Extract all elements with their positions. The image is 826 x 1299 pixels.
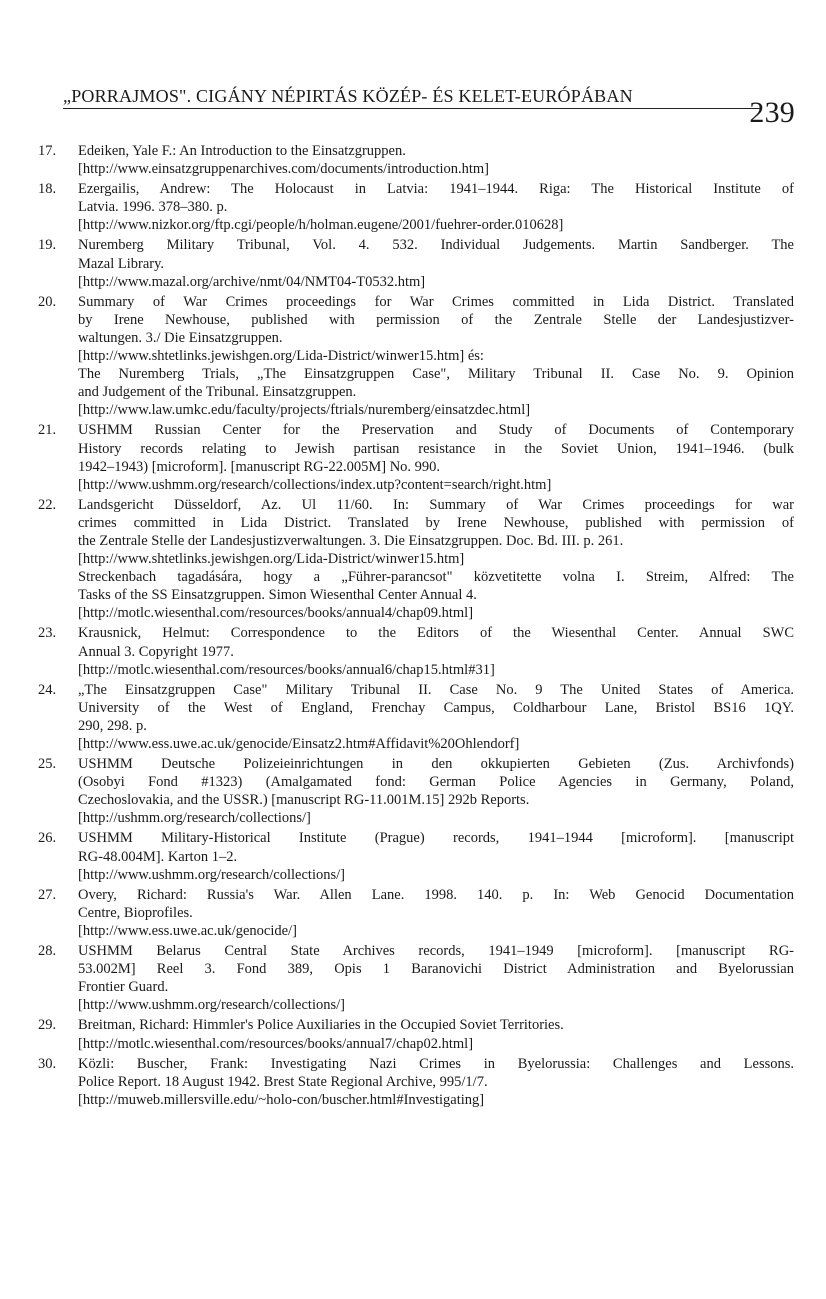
- endnote-line: Summary of War Crimes proceedings for War Crimes committed in Lida District. Translated: [78, 293, 794, 310]
- endnote-url: [http://www.law.umkc.edu/faculty/projects/ftrials/nuremberg/einsatzdec.html]: [78, 402, 531, 419]
- endnote-url: [http://www.shtetlinks.jewishgen.org/Lida-District/winwer15.htm]: [78, 551, 465, 568]
- endnote-item: [38, 1055, 794, 1109]
- endnote-url: [http://www.shtetlinks.jewishgen.org/Lida-District/winwer15.htm] és:: [78, 348, 484, 365]
- endnote-text: [78, 755, 794, 827]
- endnote-line: and Judgement of the Tribunal. Einsatzgruppen.: [78, 384, 357, 401]
- endnote-item: [38, 293, 794, 420]
- endnote-url: [http://www.ess.uwe.ac.uk/genocide/Einsatz2.htm#Affidavit%20Ohlendorf]: [78, 736, 520, 752]
- endnote-text: [78, 180, 794, 234]
- endnote-number: 24.: [38, 681, 57, 698]
- endnote-item: [38, 624, 794, 678]
- endnote-text: [78, 624, 794, 678]
- endnote-text: [78, 421, 794, 493]
- endnotes-list: [38, 142, 794, 1111]
- endnote-item: [38, 236, 794, 290]
- endnote-line: Breitman, Richard: Himmler's Police Auxiliaries in the Occupied Soviet Territories.: [78, 1017, 564, 1034]
- endnote-text: [78, 886, 794, 940]
- endnote-line: Centre, Bioprofiles.: [78, 904, 193, 921]
- endnote-line: (Osobyi Fond #1323) (Amalgamated fond: German Police Agencies in Germany, Poland,: [78, 774, 794, 791]
- endnote-line: USHMM Belarus Central State Archives records, 1941–1949 [microform]. [manuscript RG-: [78, 943, 794, 960]
- endnote-url: [http://www.einsatzgruppenarchives.com/documents/introduction.htm]: [78, 161, 490, 178]
- endnote-url: [http://www.ess.uwe.ac.uk/genocide/]: [78, 922, 297, 939]
- endnote-line: Landsgericht Düsseldorf, Az. Ul 11/60. In: Summary of War Crimes proceedings for war: [78, 496, 794, 513]
- endnote-item: [38, 829, 794, 883]
- endnote-number: 29.: [38, 1017, 57, 1034]
- endnote-line: 290, 298. p.: [78, 717, 147, 734]
- endnote-line: Czechoslovakia, and the USSR.) [manuscript RG-11.001M.15] 292b Reports.: [78, 792, 530, 809]
- endnote-item: [38, 755, 794, 827]
- endnote-text: [78, 681, 794, 753]
- endnote-item: [38, 180, 794, 234]
- endnote-line: Tasks of the SS Einsatzgruppen. Simon Wiesenthal Center Annual 4.: [78, 587, 477, 604]
- endnote-line: Krausnick, Helmut: Correspondence to the Editors of the Wiesenthal Center. Annual SWC: [78, 625, 794, 642]
- endnote-number: 30.: [38, 1055, 57, 1072]
- endnote-line: the Zentrale Stelle der Landesjustizverwaltungen. 3. Die Einsatzgruppen. Doc. Bd. III. p. 261.: [78, 532, 624, 549]
- endnote-url: [http://www.ushmm.org/research/collections/]: [78, 866, 345, 883]
- endnote-number: 22.: [38, 496, 57, 513]
- endnote-number: 26.: [38, 830, 57, 847]
- endnote-url: [http://www.ushmm.org/research/collections/]: [78, 997, 345, 1014]
- endnote-item: [38, 421, 794, 493]
- endnote-url: [http://www.mazal.org/archive/nmt/04/NMT04-T0532.htm]: [78, 273, 426, 290]
- endnote-item: [38, 1016, 794, 1052]
- endnote-line: USHMM Russian Center for the Preservation and Study of Documents of Contemporary: [78, 422, 794, 439]
- endnote-line: waltungen. 3./ Die Einsatzgruppen.: [78, 329, 283, 346]
- endnote-line: Mazal Library.: [78, 255, 165, 272]
- endnote-line: Police Report. 18 August 1942. Brest State Regional Archive, 995/1/7.: [78, 1073, 488, 1090]
- endnote-line: Latvia. 1996. 378–380. p.: [78, 199, 228, 216]
- endnote-item: [38, 496, 794, 623]
- endnote-text: [78, 1016, 794, 1052]
- endnote-number: 25.: [38, 756, 57, 773]
- endnote-line: 1942–1943) [microform]. [manuscript RG-22.005M] No. 990.: [78, 458, 441, 475]
- endnote-number: 17.: [38, 143, 57, 159]
- endnote-text: [78, 293, 794, 420]
- endnote-line: Nuremberg Military Tribunal, Vol. 4. 532. Individual Judgements. Martin Sandberger. The: [78, 237, 794, 254]
- endnote-number: 27.: [38, 886, 57, 903]
- endnote-item: [38, 681, 794, 753]
- endnote-number: 21.: [38, 422, 57, 439]
- endnote-text: [78, 236, 794, 290]
- page-number: 239: [749, 96, 795, 129]
- endnote-text: [78, 829, 794, 883]
- endnote-line: Közli: Buscher, Frank: Investigating Nazi Crimes in Byelorussia: Challenges and Lessons.: [78, 1055, 794, 1072]
- endnote-item: [38, 886, 794, 940]
- endnote-line: University of the West of England, Frenchay Campus, Coldharbour Lane, Bristol BS16 1QY.: [78, 699, 794, 716]
- endnote-item: [38, 942, 794, 1014]
- page-header: [63, 86, 795, 129]
- endnote-url: [http://www.nizkor.org/ftp.cgi/people/h/holman.eugene/2001/fuehrer-order.010628]: [78, 217, 564, 234]
- endnote-number: 20.: [38, 293, 57, 310]
- endnote-line: The Nuremberg Trials, „The Einsatzgruppen Case", Military Tribunal II. Case No. 9. Opinion: [78, 366, 794, 383]
- endnote-line: Overy, Richard: Russia's War. Allen Lane. 1998. 140. p. In: Web Genocid Documentation: [78, 886, 794, 903]
- endnote-line: by Irene Newhouse, published with permission of the Zentrale Stelle der Landesjustizver-: [78, 311, 794, 328]
- endnote-line: RG-48.004M]. Karton 1–2.: [78, 848, 238, 865]
- endnote-url: [http://motlc.wiesenthal.com/resources/books/annual6/chap15.html#31]: [78, 661, 495, 678]
- endnote-line: History records relating to Jewish partisan resistance in the Soviet Union, 1941–1946. (bulk: [78, 440, 794, 457]
- endnote-line: crimes committed in Lida District. Translated by Irene Newhouse, published with permission of: [78, 514, 794, 531]
- running-title: „PORRAJMOS". CIGÁNY NÉPIRTÁS KÖZÉP- ÉS KELET-EURÓPÁBAN: [63, 86, 633, 106]
- endnote-url: [http://muweb.millersville.edu/~holo-con/buscher.html#Investigating]: [78, 1091, 485, 1108]
- endnote-line: „The Einsatzgruppen Case" Military Tribunal II. Case No. 9 The United States of America.: [78, 681, 794, 698]
- endnote-line: USHMM Deutsche Polizeieinrichtungen in den okkupierten Gebieten (Zus. Archivfonds): [78, 756, 794, 773]
- endnote-text: [78, 1055, 794, 1109]
- endnote-line: USHMM Military-Historical Institute (Prague) records, 1941–1944 [microform]. [manuscript: [78, 830, 794, 847]
- endnote-url: [http://motlc.wiesenthal.com/resources/books/annual4/chap09.html]: [78, 605, 474, 622]
- endnote-url: [http://www.ushmm.org/research/collections/index.utp?content=search/right.htm]: [78, 476, 552, 493]
- endnote-line: Annual 3. Copyright 1977.: [78, 643, 234, 660]
- endnote-number: 19.: [38, 237, 57, 254]
- endnote-number: 23.: [38, 625, 57, 642]
- endnote-line: Ezergailis, Andrew: The Holocaust in Latvia: 1941–1944. Riga: The Historical Institute of: [78, 181, 794, 198]
- endnote-number: 18.: [38, 181, 57, 198]
- endnote-text: [78, 496, 794, 623]
- endnote-text: [78, 142, 794, 178]
- endnote-url: [http://ushmm.org/research/collections/]: [78, 810, 311, 827]
- endnote-line: Streckenbach tagadására, hogy a „Führer-parancsot" közvetitette volna I. Streim, Alfred: The: [78, 569, 794, 586]
- endnote-url: [http://motlc.wiesenthal.com/resources/books/annual7/chap02.html]: [78, 1035, 474, 1052]
- endnote-line: 53.002M] Reel 3. Fond 389, Opis 1 Baranovichi District Administration and Byelorussian: [78, 961, 794, 978]
- endnote-item: [38, 142, 794, 178]
- endnote-text: [78, 942, 794, 1014]
- endnote-line: Edeiken, Yale F.: An Introduction to the Einsatzgruppen.: [78, 143, 406, 159]
- endnote-number: 28.: [38, 943, 57, 960]
- endnote-line: Frontier Guard.: [78, 979, 169, 996]
